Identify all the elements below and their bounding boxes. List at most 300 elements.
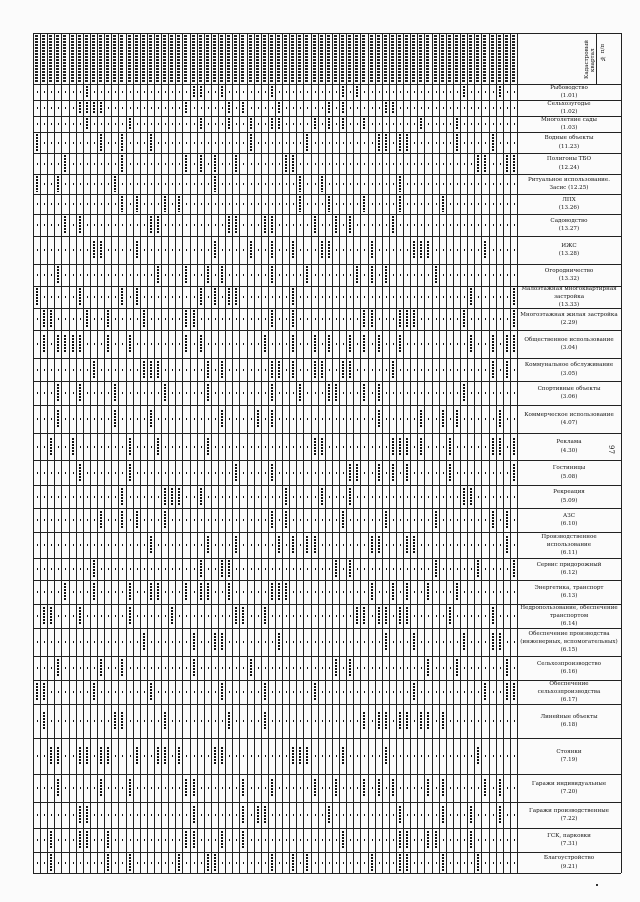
cell-dash-mark <box>258 544 259 546</box>
cell-dash-mark <box>215 615 216 617</box>
cell-dash-mark <box>307 787 308 789</box>
cell-dash-mark <box>493 91 494 93</box>
cell-dash-mark <box>165 318 166 320</box>
cell-value-mark <box>157 216 159 234</box>
cell-value-mark <box>292 310 294 328</box>
cell-dash-mark <box>329 839 330 841</box>
cell-dash-mark <box>58 318 59 320</box>
cell-value-mark <box>221 633 223 651</box>
cell-dash-mark <box>443 274 444 276</box>
cell-dash-mark <box>258 91 259 93</box>
cell-dash-mark <box>73 472 74 474</box>
cell-dash-mark <box>58 519 59 521</box>
cell-value-mark <box>406 134 408 151</box>
cell-dash-mark <box>58 163 59 165</box>
cell-value-mark <box>136 196 138 212</box>
cell-value-mark <box>427 712 429 730</box>
cell-value-mark <box>214 155 216 172</box>
cell-dash-mark <box>514 814 515 816</box>
cell-dash-mark <box>137 615 138 617</box>
column-divider <box>403 33 404 873</box>
legend-row-27 <box>517 680 621 704</box>
legend-row-10 <box>517 264 621 286</box>
cell-dash-mark <box>322 418 323 420</box>
cell-value-mark <box>285 583 287 601</box>
cell-value-mark <box>292 854 294 871</box>
cell-dash-mark <box>493 274 494 276</box>
cell-dash-mark <box>450 568 451 570</box>
cell-dash-mark <box>51 123 52 125</box>
cell-dash-mark <box>194 369 195 371</box>
cell-dash-mark <box>265 249 266 251</box>
cell-dash-mark <box>137 496 138 498</box>
cell-dash-mark <box>151 814 152 816</box>
cell-dash-mark <box>493 720 494 722</box>
cell-value-mark <box>349 335 351 353</box>
cell-dash-mark <box>443 591 444 593</box>
cell-dash-mark <box>215 318 216 320</box>
cell-dash-mark <box>201 839 202 841</box>
cell-dash-mark <box>172 142 173 144</box>
cell-value-mark <box>129 464 131 482</box>
legend-row-3 <box>517 116 621 132</box>
cell-value-mark <box>285 511 287 529</box>
cell-dash-mark <box>500 755 501 757</box>
cell-value-mark <box>442 712 444 730</box>
cell-dash-mark <box>322 472 323 474</box>
cell-dash-mark <box>329 496 330 498</box>
header-code-mark <box>412 35 415 82</box>
cell-dash-mark <box>428 274 429 276</box>
cell-dash-mark <box>201 446 202 448</box>
cell-value-mark <box>93 683 95 701</box>
cell-dash-mark <box>493 568 494 570</box>
cell-dash-mark <box>236 720 237 722</box>
cell-dash-mark <box>80 183 81 185</box>
cell-dash-mark <box>186 418 187 420</box>
cell-dash-mark <box>464 472 465 474</box>
cell-value-mark <box>477 155 479 172</box>
cell-dash-mark <box>94 544 95 546</box>
cell-dash-mark <box>286 249 287 251</box>
cell-dash-mark <box>272 814 273 816</box>
cell-dash-mark <box>471 249 472 251</box>
cell-dash-mark <box>307 720 308 722</box>
cell-dash-mark <box>364 296 365 298</box>
cell-value-mark <box>363 310 365 328</box>
cell-dash-mark <box>286 203 287 205</box>
cell-dash-mark <box>201 862 202 864</box>
cell-dash-mark <box>94 183 95 185</box>
cell-dash-mark <box>186 568 187 570</box>
cell-dash-mark <box>122 249 123 251</box>
cell-dash-mark <box>179 343 180 345</box>
cell-dash-mark <box>286 183 287 185</box>
cell-dash-mark <box>400 544 401 546</box>
cell-dash-mark <box>485 641 486 643</box>
cell-dash-mark <box>436 296 437 298</box>
cell-dash-mark <box>500 183 501 185</box>
cell-dash-mark <box>450 591 451 593</box>
cell-dash-mark <box>336 123 337 125</box>
legend-line-2: (13.27) <box>558 226 580 232</box>
cell-dash-mark <box>443 91 444 93</box>
cell-value-mark <box>470 335 472 353</box>
cell-dash-mark <box>265 591 266 593</box>
cell-dash-mark <box>421 519 422 521</box>
cell-dash-mark <box>51 369 52 371</box>
cell-dash-mark <box>144 839 145 841</box>
cell-value-mark <box>150 410 152 428</box>
cell-dash-mark <box>265 392 266 394</box>
cell-dash-mark <box>372 615 373 617</box>
column-divider <box>503 33 504 873</box>
cell-dash-mark <box>172 249 173 251</box>
cell-value-mark <box>221 560 223 578</box>
header-code-mark <box>370 35 373 82</box>
cell-dash-mark <box>144 862 145 864</box>
cell-dash-mark <box>450 814 451 816</box>
cell-dash-mark <box>208 814 209 816</box>
cell-dash-mark <box>222 142 223 144</box>
cell-dash-mark <box>307 249 308 251</box>
column-divider <box>339 33 340 873</box>
cell-dash-mark <box>421 787 422 789</box>
legend-row-14 <box>517 358 621 381</box>
cell-dash-mark <box>471 369 472 371</box>
cell-dash-mark <box>315 667 316 669</box>
cell-dash-mark <box>436 544 437 546</box>
cell-dash-mark <box>137 163 138 165</box>
cell-dash-mark <box>215 224 216 226</box>
cell-dash-mark <box>172 862 173 864</box>
cell-dash-mark <box>322 107 323 109</box>
cell-dash-mark <box>286 787 287 789</box>
cell-value-mark <box>114 176 116 192</box>
cell-dash-mark <box>343 183 344 185</box>
cell-dash-mark <box>137 107 138 109</box>
cell-dash-mark <box>58 91 59 93</box>
cell-dash-mark <box>65 318 66 320</box>
cell-dash-mark <box>258 667 259 669</box>
cell-dash-mark <box>265 568 266 570</box>
cell-dash-mark <box>514 224 515 226</box>
header-code-mark <box>99 35 102 82</box>
cell-dash-mark <box>179 369 180 371</box>
column-divider <box>325 33 326 873</box>
cell-dash-mark <box>58 446 59 448</box>
cell-dash-mark <box>485 343 486 345</box>
cell-dash-mark <box>122 839 123 841</box>
cell-dash-mark <box>58 862 59 864</box>
cell-dash-mark <box>357 544 358 546</box>
cell-dash-mark <box>122 224 123 226</box>
cell-dash-mark <box>322 274 323 276</box>
cell-dash-mark <box>364 641 365 643</box>
cell-dash-mark <box>407 667 408 669</box>
cell-dash-mark <box>414 107 415 109</box>
cell-dash-mark <box>421 544 422 546</box>
cell-dash-mark <box>108 519 109 521</box>
cell-value-mark <box>427 779 429 797</box>
column-divider <box>111 33 112 873</box>
cell-dash-mark <box>151 667 152 669</box>
cell-dash-mark <box>478 615 479 617</box>
cell-dash-mark <box>300 691 301 693</box>
legend-line-1: Многолетние сады <box>541 116 597 123</box>
cell-dash-mark <box>194 446 195 448</box>
cell-dash-mark <box>286 107 287 109</box>
cell-dash-mark <box>493 318 494 320</box>
cell-dash-mark <box>393 720 394 722</box>
cell-value-mark <box>150 583 152 601</box>
cell-value-mark <box>399 196 401 212</box>
cell-dash-mark <box>414 755 415 757</box>
cell-dash-mark <box>215 691 216 693</box>
cell-dash-mark <box>457 343 458 345</box>
header-code-mark <box>512 35 515 82</box>
cell-dash-mark <box>336 249 337 251</box>
cell-dash-mark <box>514 755 515 757</box>
cell-dash-mark <box>44 814 45 816</box>
cell-dash-mark <box>400 369 401 371</box>
cell-dash-mark <box>514 274 515 276</box>
legend-line-1: Производственное использование <box>541 533 597 548</box>
cell-dash-mark <box>393 343 394 345</box>
cell-dash-mark <box>379 839 380 841</box>
cell-dash-mark <box>471 392 472 394</box>
cell-dash-mark <box>464 274 465 276</box>
cell-dash-mark <box>400 91 401 93</box>
cell-dash-mark <box>179 107 180 109</box>
cell-dash-mark <box>414 519 415 521</box>
cell-dash-mark <box>336 691 337 693</box>
cell-value-mark <box>349 216 351 234</box>
cell-dash-mark <box>400 224 401 226</box>
cell-value-mark <box>342 102 344 114</box>
cell-dash-mark <box>357 343 358 345</box>
cell-dash-mark <box>115 343 116 345</box>
legend-line-2: (6.16) <box>560 669 578 675</box>
cell-dash-mark <box>65 862 66 864</box>
cell-dash-mark <box>421 343 422 345</box>
cell-dash-mark <box>471 224 472 226</box>
cell-dash-mark <box>215 839 216 841</box>
cell-value-mark <box>164 747 166 765</box>
cell-value-mark <box>335 384 337 402</box>
cell-value-mark <box>449 464 451 482</box>
cell-value-mark <box>271 86 273 98</box>
cell-dash-mark <box>51 107 52 109</box>
cell-dash-mark <box>65 839 66 841</box>
cell-value-mark <box>470 488 472 506</box>
cell-dash-mark <box>514 107 515 109</box>
cell-value-mark <box>484 155 486 172</box>
cell-dash-mark <box>300 296 301 298</box>
cell-dash-mark <box>379 814 380 816</box>
cell-dash-mark <box>158 296 159 298</box>
cell-dash-mark <box>400 107 401 109</box>
cell-dash-mark <box>87 392 88 394</box>
header-code-mark <box>426 35 429 82</box>
cell-dash-mark <box>101 544 102 546</box>
cell-dash-mark <box>407 691 408 693</box>
cell-dash-mark <box>251 274 252 276</box>
cell-dash-mark <box>464 720 465 722</box>
cell-dash-mark <box>514 392 515 394</box>
cell-dash-mark <box>350 720 351 722</box>
legend-row-18 <box>517 460 621 485</box>
cell-value-mark <box>100 134 102 151</box>
cell-dash-mark <box>279 274 280 276</box>
cell-dash-mark <box>73 163 74 165</box>
cell-dash-mark <box>350 142 351 144</box>
cell-dash-mark <box>286 274 287 276</box>
cell-dash-mark <box>322 615 323 617</box>
cell-dash-mark <box>265 274 266 276</box>
cell-dash-mark <box>194 107 195 109</box>
cell-dash-mark <box>478 91 479 93</box>
cell-value-mark <box>413 241 415 259</box>
header-code-mark <box>483 35 486 82</box>
cell-dash-mark <box>243 91 244 93</box>
cell-dash-mark <box>151 123 152 125</box>
cell-value-mark <box>114 712 116 730</box>
cell-dash-mark <box>421 203 422 205</box>
cell-dash-mark <box>464 519 465 521</box>
cell-dash-mark <box>58 472 59 474</box>
cell-value-mark <box>64 155 66 172</box>
column-divider <box>147 33 148 873</box>
cell-dash-mark <box>179 296 180 298</box>
cell-dash-mark <box>443 318 444 320</box>
cell-value-mark <box>292 536 294 554</box>
legend-text <box>550 217 587 233</box>
cell-dash-mark <box>151 343 152 345</box>
cell-dash-mark <box>130 839 131 841</box>
header-code-mark <box>227 35 230 82</box>
cell-dash-mark <box>186 203 187 205</box>
cell-value-mark <box>257 410 259 428</box>
cell-dash-mark <box>307 224 308 226</box>
cell-dash-mark <box>137 224 138 226</box>
header-code-mark <box>128 35 131 82</box>
header-code-mark <box>320 35 323 82</box>
cell-dash-mark <box>336 591 337 593</box>
cell-dash-mark <box>208 249 209 251</box>
cell-value-mark <box>207 384 209 402</box>
cell-dash-mark <box>350 163 351 165</box>
cell-dash-mark <box>322 641 323 643</box>
cell-dash-mark <box>122 123 123 125</box>
cell-value-mark <box>314 118 316 130</box>
cell-dash-mark <box>343 720 344 722</box>
legend-line-2: (1.01) <box>560 93 578 99</box>
cell-dash-mark <box>108 107 109 109</box>
cell-dash-mark <box>315 183 316 185</box>
cell-dash-mark <box>208 183 209 185</box>
cell-dash-mark <box>443 224 444 226</box>
cell-dash-mark <box>194 591 195 593</box>
cell-dash-mark <box>130 163 131 165</box>
cell-dash-mark <box>336 519 337 521</box>
cell-dash-mark <box>194 183 195 185</box>
cell-dash-mark <box>357 755 358 757</box>
cell-dash-mark <box>151 568 152 570</box>
cell-dash-mark <box>400 472 401 474</box>
cell-value-mark <box>36 134 38 151</box>
cell-dash-mark <box>286 142 287 144</box>
cell-dash-mark <box>379 296 380 298</box>
cell-dash-mark <box>443 568 444 570</box>
cell-dash-mark <box>300 418 301 420</box>
cell-dash-mark <box>194 274 195 276</box>
cell-value-mark <box>399 831 401 849</box>
cell-dash-mark <box>450 641 451 643</box>
cell-dash-mark <box>286 418 287 420</box>
cell-value-mark <box>392 216 394 234</box>
cell-dash-mark <box>179 720 180 722</box>
cell-dash-mark <box>471 142 472 144</box>
cell-dash-mark <box>236 787 237 789</box>
cell-dash-mark <box>108 814 109 816</box>
cell-dash-mark <box>243 123 244 125</box>
cell-value-mark <box>43 683 45 701</box>
cell-dash-mark <box>51 496 52 498</box>
cell-dash-mark <box>436 343 437 345</box>
legend-line-1: Энергетика, транспорт <box>534 584 604 591</box>
cell-dash-mark <box>493 183 494 185</box>
cell-value-mark <box>72 438 74 456</box>
cell-dash-mark <box>222 318 223 320</box>
cell-dash-mark <box>137 392 138 394</box>
cell-value-mark <box>420 118 422 130</box>
cell-value-mark <box>314 335 316 353</box>
cell-dash-mark <box>485 667 486 669</box>
cell-dash-mark <box>322 519 323 521</box>
cell-dash-mark <box>421 142 422 144</box>
cell-dash-mark <box>372 814 373 816</box>
cell-dash-mark <box>478 183 479 185</box>
cell-dash-mark <box>407 392 408 394</box>
cell-dash-mark <box>236 123 237 125</box>
cell-dash-mark <box>372 641 373 643</box>
cell-dash-mark <box>272 163 273 165</box>
cell-dash-mark <box>208 224 209 226</box>
cell-value-mark <box>129 607 131 625</box>
cell-value-mark <box>114 384 116 402</box>
column-divider <box>54 33 55 873</box>
cell-dash-mark <box>493 667 494 669</box>
cell-dash-mark <box>279 91 280 93</box>
cell-value-mark <box>57 384 59 402</box>
cell-dash-mark <box>179 123 180 125</box>
cell-dash-mark <box>151 862 152 864</box>
cell-dash-mark <box>194 519 195 521</box>
cell-dash-mark <box>87 568 88 570</box>
cell-value-mark <box>513 335 515 353</box>
cell-dash-mark <box>201 318 202 320</box>
cell-dash-mark <box>108 142 109 144</box>
cell-dash-mark <box>471 755 472 757</box>
legend-line-1: Коммунальное обслуживание (3.05) <box>524 362 614 377</box>
cell-dash-mark <box>137 274 138 276</box>
cell-dash-mark <box>428 641 429 643</box>
cell-dash-mark <box>307 641 308 643</box>
cell-dash-mark <box>307 296 308 298</box>
cell-dash-mark <box>158 472 159 474</box>
cell-dash-mark <box>364 519 365 521</box>
